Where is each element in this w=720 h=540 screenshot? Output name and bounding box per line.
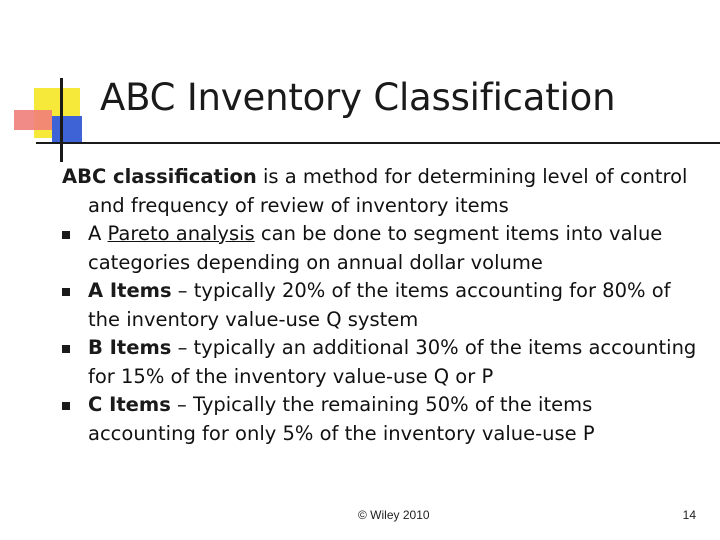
square-bullet-icon [62,231,70,239]
title-divider-line [36,142,720,144]
slide-title: ABC Inventory Classification [100,76,616,119]
bullet-prefix: A [88,222,108,245]
bullet-item-b-items [62,334,702,391]
bullet-text: – Typically the remaining 50% of the items accounting for only 5% of the inventory value-use P [88,393,595,445]
bullet-bold-term: C Items [88,393,171,416]
intro-text: is a method for determining level of control and frequency of review of inventory items [88,165,688,217]
bullet-bold-term: A Items [88,279,172,302]
logo-vertical-line [60,78,63,162]
bullet-item-pareto [62,220,702,277]
bullet-bold-term: B Items [88,336,172,359]
footer-copyright: © Wiley 2010 [358,508,430,522]
page-number: 14 [682,508,696,522]
bullet-list [62,220,702,448]
square-bullet-icon [62,402,70,410]
intro-paragraph [62,163,702,220]
square-bullet-icon [62,288,70,296]
pareto-analysis-text: Pareto analysis [107,222,255,245]
bullet-text: can be done to segment items into value categories depending on annual dollar volume [88,222,663,274]
bullet-text: – typically an additional 30% of the items accounting for 15% of the inventory value-use Q or P [88,336,697,388]
logo-blue-square [52,116,82,142]
slide-body [62,163,702,448]
logo-red-square [14,110,52,130]
intro-bold-term: ABC classification [62,165,257,188]
bullet-item-c-items [62,391,702,448]
square-bullet-icon [62,345,70,353]
bullet-item-a-items [62,277,702,334]
bullet-text: – typically 20% of the items accounting for 80% of the inventory value-use Q system [88,279,671,331]
